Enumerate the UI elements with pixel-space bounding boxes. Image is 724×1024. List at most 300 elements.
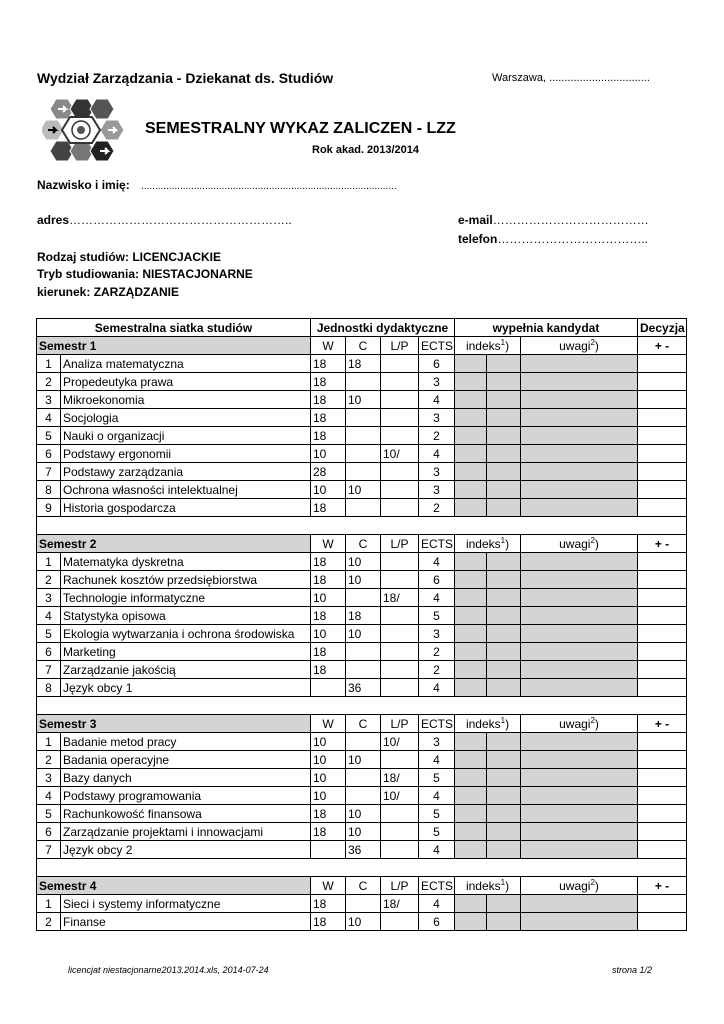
decision-cell[interactable] (638, 445, 687, 463)
decision-cell[interactable] (638, 679, 687, 697)
notes-input[interactable] (521, 499, 638, 517)
decision-cell[interactable] (638, 607, 687, 625)
course-name: Badania operacyjne (61, 751, 311, 769)
course-number: 3 (37, 589, 61, 607)
course-lp (381, 841, 419, 859)
decision-cell[interactable] (638, 643, 687, 661)
name-field[interactable] (37, 178, 397, 192)
course-lp (381, 481, 419, 499)
index-input-b[interactable] (487, 895, 521, 913)
index-input-a[interactable] (455, 571, 487, 589)
semester-spacer (37, 859, 687, 877)
decision-cell[interactable] (638, 499, 687, 517)
phone-field[interactable] (458, 232, 648, 246)
index-input-b[interactable] (487, 841, 521, 859)
course-number: 5 (37, 427, 61, 445)
course-row (37, 373, 687, 391)
course-lp (381, 391, 419, 409)
index-input-b[interactable] (487, 769, 521, 787)
decision-cell[interactable] (638, 481, 687, 499)
course-name: Podstawy programowania (61, 787, 311, 805)
course-ects: 4 (419, 751, 455, 769)
index-input-b[interactable] (487, 679, 521, 697)
course-lp (381, 553, 419, 571)
decision-cell[interactable] (638, 895, 687, 913)
notes-input[interactable] (521, 661, 638, 679)
course-c: 18 (346, 355, 381, 373)
course-row (37, 823, 687, 841)
faculty-title: Wydział Zarządzania - Dziekanat ds. Studiów (37, 70, 334, 86)
field-of-study: kierunek: ZARZĄDZANIE (37, 285, 180, 299)
col-decision: + - (638, 715, 687, 733)
header-candidate: wypełnia kandydat (455, 319, 638, 337)
study-type: Rodzaj studiów: LICENCJACKIE (37, 250, 222, 264)
index-input-b[interactable] (487, 661, 521, 679)
course-number: 1 (37, 355, 61, 373)
notes-input[interactable] (521, 571, 638, 589)
course-lp (381, 409, 419, 427)
course-name: Język obcy 1 (61, 679, 311, 697)
col-lp: L/P (381, 337, 419, 355)
index-input-a[interactable] (455, 499, 487, 517)
col-notes-sup: 2 (590, 716, 595, 725)
course-row (37, 607, 687, 625)
index-input-a[interactable] (455, 823, 487, 841)
course-ects: 4 (419, 841, 455, 859)
course-row (37, 427, 687, 445)
course-c (346, 661, 381, 679)
course-lp (381, 679, 419, 697)
decision-cell[interactable] (638, 427, 687, 445)
course-ects: 4 (419, 679, 455, 697)
course-c: 10 (346, 553, 381, 571)
course-lp (381, 823, 419, 841)
index-input-b[interactable] (487, 571, 521, 589)
col-notes-label: uwagi (559, 339, 591, 353)
course-ects: 5 (419, 805, 455, 823)
course-c: 10 (346, 571, 381, 589)
name-label: Nazwisko i imię: (37, 178, 130, 192)
index-input-a[interactable] (455, 589, 487, 607)
index-input-a[interactable] (455, 625, 487, 643)
course-number: 4 (37, 607, 61, 625)
course-ects: 4 (419, 589, 455, 607)
course-ects: 4 (419, 445, 455, 463)
course-number: 6 (37, 445, 61, 463)
notes-input[interactable] (521, 409, 638, 427)
notes-input[interactable] (521, 769, 638, 787)
course-ects: 3 (419, 733, 455, 751)
course-row (37, 787, 687, 805)
course-number: 8 (37, 481, 61, 499)
course-row (37, 643, 687, 661)
col-notes: uwagi$^2$) (521, 877, 638, 895)
notes-input[interactable] (521, 481, 638, 499)
course-lp (381, 427, 419, 445)
course-ects: 4 (419, 895, 455, 913)
course-w: 18 (311, 499, 346, 517)
course-c (346, 733, 381, 751)
course-name: Ekologia wytwarzania i ochrona środowiska (61, 625, 311, 643)
course-number: 5 (37, 625, 61, 643)
col-w: W (311, 877, 346, 895)
course-w: 18 (311, 409, 346, 427)
col-notes: uwagi$^2$) (521, 535, 638, 553)
col-decision: + - (638, 535, 687, 553)
index-input-b[interactable] (487, 607, 521, 625)
index-input-b[interactable] (487, 913, 521, 931)
course-c: 10 (346, 913, 381, 931)
email-label: e-mail (458, 213, 493, 227)
notes-input[interactable] (521, 553, 638, 571)
course-row (37, 499, 687, 517)
col-lp: L/P (381, 877, 419, 895)
index-input-a[interactable] (455, 661, 487, 679)
footer-file: licencjat niestacjonarne2013.2014.xls, 2014-07-24 (68, 965, 269, 975)
index-input-a[interactable] (455, 733, 487, 751)
email-dots: ………………………………… (492, 213, 649, 227)
notes-input[interactable] (521, 589, 638, 607)
index-input-b[interactable] (487, 823, 521, 841)
decision-cell[interactable] (638, 733, 687, 751)
notes-input[interactable] (521, 805, 638, 823)
course-ects: 5 (419, 607, 455, 625)
index-input-a[interactable] (455, 427, 487, 445)
course-c: 10 (346, 823, 381, 841)
col-lp: L/P (381, 535, 419, 553)
index-input-a[interactable] (455, 409, 487, 427)
course-w: 18 (311, 913, 346, 931)
notes-input[interactable] (521, 427, 638, 445)
course-ects: 3 (419, 463, 455, 481)
course-number: 4 (37, 409, 61, 427)
index-input-a[interactable] (455, 481, 487, 499)
course-name: Historia gospodarcza (61, 499, 311, 517)
course-name: Finanse (61, 913, 311, 931)
decision-cell[interactable] (638, 751, 687, 769)
semester-header-row (37, 337, 687, 355)
course-row (37, 769, 687, 787)
header-decision: Decyzja (638, 319, 687, 337)
email-field[interactable] (458, 213, 649, 227)
document-title: SEMESTRALNY WYKAZ ZALICZEN - LZZ (145, 120, 456, 137)
study-mode: Tryb studiowania: NIESTACJONARNE (37, 267, 253, 281)
col-notes-sup: 2 (590, 338, 595, 347)
index-input-b[interactable] (487, 553, 521, 571)
course-lp (381, 661, 419, 679)
course-row (37, 409, 687, 427)
index-input-b[interactable] (487, 751, 521, 769)
col-notes-label: uwagi (559, 879, 591, 893)
index-input-a[interactable] (455, 391, 487, 409)
col-index-sup: 1 (500, 716, 506, 725)
course-lp (381, 805, 419, 823)
course-w: 18 (311, 805, 346, 823)
index-input-a[interactable] (455, 805, 487, 823)
course-row (37, 463, 687, 481)
decision-cell[interactable] (638, 463, 687, 481)
course-number: 4 (37, 787, 61, 805)
course-number: 2 (37, 913, 61, 931)
decision-cell[interactable] (638, 625, 687, 643)
notes-input[interactable] (521, 895, 638, 913)
course-number: 3 (37, 769, 61, 787)
notes-input[interactable] (521, 625, 638, 643)
course-number: 6 (37, 643, 61, 661)
col-index: indeks$^1$) (455, 715, 521, 733)
decision-cell[interactable] (638, 823, 687, 841)
course-w: 10 (311, 769, 346, 787)
course-row (37, 589, 687, 607)
decision-cell[interactable] (638, 913, 687, 931)
course-row (37, 481, 687, 499)
index-input-b[interactable] (487, 463, 521, 481)
index-input-a[interactable] (455, 841, 487, 859)
course-w: 10 (311, 589, 346, 607)
index-input-a[interactable] (455, 373, 487, 391)
course-lp (381, 913, 419, 931)
course-number: 7 (37, 841, 61, 859)
course-c (346, 373, 381, 391)
notes-input[interactable] (521, 643, 638, 661)
decision-cell[interactable] (638, 355, 687, 373)
course-ects: 6 (419, 913, 455, 931)
course-lp: 18/ (381, 895, 419, 913)
course-ects: 4 (419, 787, 455, 805)
notes-input[interactable] (521, 391, 638, 409)
course-name: Matematyka dyskretna (61, 553, 311, 571)
notes-input[interactable] (521, 823, 638, 841)
col-c: C (346, 715, 381, 733)
index-input-a[interactable] (455, 355, 487, 373)
course-w: 18 (311, 643, 346, 661)
index-input-a[interactable] (455, 553, 487, 571)
course-c (346, 445, 381, 463)
index-input-a[interactable] (455, 643, 487, 661)
decision-cell[interactable] (638, 805, 687, 823)
course-w: 28 (311, 463, 346, 481)
semester-header-row (37, 715, 687, 733)
course-c (346, 895, 381, 913)
address-field[interactable] (37, 213, 292, 227)
course-name: Mikroekonomia (61, 391, 311, 409)
decision-cell[interactable] (638, 373, 687, 391)
decision-cell[interactable] (638, 391, 687, 409)
course-ects: 6 (419, 355, 455, 373)
decision-cell[interactable] (638, 661, 687, 679)
index-input-a[interactable] (455, 895, 487, 913)
header-units: Jednostki dydaktyczne (311, 319, 455, 337)
index-input-b[interactable] (487, 733, 521, 751)
index-input-a[interactable] (455, 787, 487, 805)
course-ects: 4 (419, 391, 455, 409)
course-name: Marketing (61, 643, 311, 661)
course-number: 1 (37, 895, 61, 913)
col-notes: uwagi$^2$) (521, 715, 638, 733)
course-c (346, 643, 381, 661)
index-input-b[interactable] (487, 391, 521, 409)
course-w: 18 (311, 553, 346, 571)
index-input-a[interactable] (455, 769, 487, 787)
course-row (37, 553, 687, 571)
decision-cell[interactable] (638, 769, 687, 787)
notes-input[interactable] (521, 445, 638, 463)
notes-input[interactable] (521, 841, 638, 859)
index-input-b[interactable] (487, 355, 521, 373)
course-w: 18 (311, 895, 346, 913)
course-name: Podstawy ergonomii (61, 445, 311, 463)
index-input-b[interactable] (487, 625, 521, 643)
phone-dots: ……………………………….. (497, 232, 649, 246)
semester-header-row (37, 535, 687, 553)
course-c (346, 427, 381, 445)
index-input-a[interactable] (455, 445, 487, 463)
course-ects: 2 (419, 499, 455, 517)
notes-input[interactable] (521, 679, 638, 697)
decision-cell[interactable] (638, 841, 687, 859)
course-w: 18 (311, 391, 346, 409)
course-lp (381, 625, 419, 643)
course-w: 18 (311, 823, 346, 841)
notes-input[interactable] (521, 373, 638, 391)
course-number: 2 (37, 751, 61, 769)
course-row (37, 391, 687, 409)
course-lp: 10/ (381, 733, 419, 751)
notes-input[interactable] (521, 787, 638, 805)
course-w: 18 (311, 373, 346, 391)
course-w: 10 (311, 445, 346, 463)
course-ects: 5 (419, 823, 455, 841)
col-c: C (346, 337, 381, 355)
course-lp (381, 355, 419, 373)
decision-cell[interactable] (638, 409, 687, 427)
index-input-a[interactable] (455, 679, 487, 697)
index-input-a[interactable] (455, 913, 487, 931)
course-c (346, 787, 381, 805)
course-c (346, 769, 381, 787)
course-number: 2 (37, 373, 61, 391)
header-grid: Semestralna siatka studiów (37, 319, 311, 337)
index-input-a[interactable] (455, 463, 487, 481)
course-c: 10 (346, 391, 381, 409)
index-input-b[interactable] (487, 427, 521, 445)
course-name: Zarządzanie jakością (61, 661, 311, 679)
address-label: adres (37, 213, 70, 227)
notes-input[interactable] (521, 913, 638, 931)
course-row (37, 841, 687, 859)
course-name: Badanie metod pracy (61, 733, 311, 751)
course-name: Sieci i systemy informatyczne (61, 895, 311, 913)
col-index: indeks$^1$) (455, 535, 521, 553)
course-number: 1 (37, 733, 61, 751)
course-lp: 10/ (381, 445, 419, 463)
notes-input[interactable] (521, 733, 638, 751)
course-name: Podstawy zarządzania (61, 463, 311, 481)
index-input-b[interactable] (487, 643, 521, 661)
index-input-b[interactable] (487, 445, 521, 463)
course-w: 10 (311, 733, 346, 751)
phone-label: telefon (458, 232, 498, 246)
course-c (346, 499, 381, 517)
notes-input[interactable] (521, 355, 638, 373)
semester-header-row (37, 877, 687, 895)
index-input-b[interactable] (487, 373, 521, 391)
col-index-sup: 1 (500, 338, 506, 347)
notes-input[interactable] (521, 607, 638, 625)
footer-page: strona 1/2 (612, 965, 653, 975)
course-c: 10 (346, 805, 381, 823)
course-lp (381, 607, 419, 625)
index-input-b[interactable] (487, 409, 521, 427)
course-c: 36 (346, 679, 381, 697)
course-ects: 5 (419, 769, 455, 787)
notes-input[interactable] (521, 751, 638, 769)
course-w: 10 (311, 625, 346, 643)
col-ects: ECTS (419, 535, 455, 553)
course-name: Język obcy 2 (61, 841, 311, 859)
index-input-b[interactable] (487, 805, 521, 823)
name-dots: ............................................................................................ (141, 181, 397, 192)
faculty-logo (42, 95, 137, 165)
col-c: C (346, 535, 381, 553)
col-decision: + - (638, 877, 687, 895)
col-c: C (346, 877, 381, 895)
address-dots: ……………………………………………….. (69, 213, 292, 227)
course-number: 9 (37, 499, 61, 517)
course-row (37, 805, 687, 823)
course-name: Statystyka opisowa (61, 607, 311, 625)
course-row (37, 571, 687, 589)
decision-cell[interactable] (638, 787, 687, 805)
index-input-b[interactable] (487, 481, 521, 499)
decision-cell[interactable] (638, 571, 687, 589)
course-row (37, 625, 687, 643)
course-name: Nauki o organizacji (61, 427, 311, 445)
course-ects: 3 (419, 481, 455, 499)
col-w: W (311, 337, 346, 355)
index-input-a[interactable] (455, 607, 487, 625)
semester-spacer (37, 697, 687, 715)
course-c: 10 (346, 481, 381, 499)
city-date: Warszawa, ................................. (492, 72, 650, 84)
course-number: 6 (37, 823, 61, 841)
index-input-b[interactable] (487, 787, 521, 805)
course-c (346, 409, 381, 427)
notes-input[interactable] (521, 463, 638, 481)
semester-spacer (37, 517, 687, 535)
col-index-label: indeks (465, 537, 501, 551)
course-ects: 4 (419, 553, 455, 571)
course-c: 36 (346, 841, 381, 859)
col-ects: ECTS (419, 715, 455, 733)
decision-cell[interactable] (638, 589, 687, 607)
course-w: 18 (311, 427, 346, 445)
index-input-b[interactable] (487, 499, 521, 517)
academic-year: Rok akad. 2013/2014 (312, 144, 420, 156)
decision-cell[interactable] (638, 553, 687, 571)
col-notes-sup: 2 (590, 878, 595, 887)
course-name: Socjologia (61, 409, 311, 427)
course-number: 7 (37, 661, 61, 679)
course-w: 10 (311, 481, 346, 499)
index-input-a[interactable] (455, 751, 487, 769)
spacer-cell (37, 859, 687, 877)
course-number: 2 (37, 571, 61, 589)
col-lp: L/P (381, 715, 419, 733)
course-w: 10 (311, 751, 346, 769)
index-input-b[interactable] (487, 589, 521, 607)
course-row (37, 661, 687, 679)
